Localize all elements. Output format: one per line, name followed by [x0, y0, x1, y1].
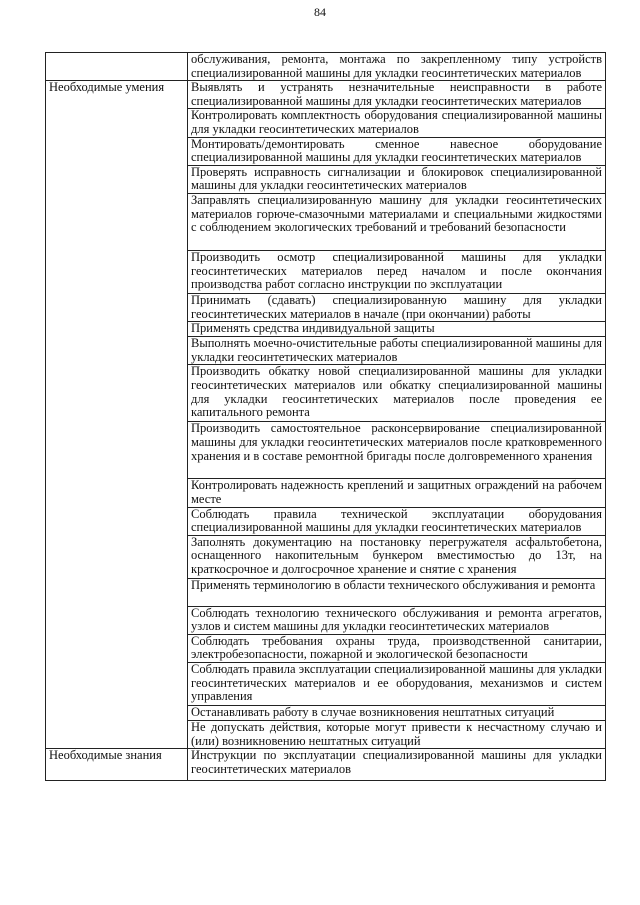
- skill-item: Принимать (сдавать) специализированную машину для укладки геосинтетических материалов в начале (при окончании) работы: [188, 293, 606, 321]
- continuation-cell: обслуживания, ремонта, монтажа по закрепленному типу устройств специализированной машины для укладки геосинтетических материалов: [188, 53, 606, 81]
- skill-item: Останавливать работу в случае возникновения нештатных ситуаций: [188, 706, 606, 721]
- knowledge-item: Инструкции по эксплуатации специализированной машины для укладки геосинтетических материалов: [188, 749, 606, 781]
- skill-item: Выявлять и устранять незначительные неисправности в работе специализированной машины для укладки геосинтетических материалов: [188, 81, 606, 109]
- skill-item: Соблюдать правила технической эксплуатации оборудования специализированной машины для укладки геосинтетических материалов: [188, 507, 606, 535]
- skill-item: Заполнять документацию на постановку перегружателя асфальтобетона, оснащенного накопительным бункером вместимостью до 13т, на краткосрочное и долгосрочное хранение и снятие с хранения: [188, 535, 606, 578]
- skill-item: Производить самостоятельное расконсервирование специализированной машины для укладки геосинтетических материалов после кратковременного хранения и в составе ремонтной бригады после долговременного хранения: [188, 422, 606, 479]
- skill-item: Контролировать комплектность оборудования специализированной машины для укладки геосинтетических материалов: [188, 109, 606, 137]
- knowledge-label: Необходимые знания: [46, 749, 188, 781]
- skill-item: Не допускать действия, которые могут привести к несчастному случаю и (или) возникновению нештатных ситуаций: [188, 721, 606, 749]
- skill-item: Заправлять специализированную машину для укладки геосинтетических материалов горюче-смазочными материалами и специальными жидкостями с соблюдением экологических требований и требований безопасности: [188, 193, 606, 250]
- skill-item: Применять средства индивидуальной защиты: [188, 322, 606, 337]
- table-row: [46, 81, 606, 109]
- table-row: [46, 749, 606, 781]
- skill-item: Соблюдать технологию технического обслуживания и ремонта агрегатов, узлов и систем машины для укладки геосинтетических материалов: [188, 606, 606, 634]
- skill-item: Выполнять моечно-очистительные работы специализированной машины для укладки геосинтетических материалов: [188, 337, 606, 365]
- skill-item: Производить осмотр специализированной машины для укладки геосинтетических материалов перед началом и после окончания производства работ согласно инструкции по эксплуатации: [188, 250, 606, 293]
- empty-label-cell: [46, 53, 188, 81]
- competency-table: [45, 52, 606, 781]
- skill-item: Проверять исправность сигнализации и блокировок специализированной машины для укладки геосинтетических материалов: [188, 165, 606, 193]
- skill-item: Соблюдать требования охраны труда, производственной санитарии, электробезопасности, пожарной и экологической безопасности: [188, 634, 606, 662]
- page-number: 84: [314, 5, 326, 19]
- skill-item: Применять терминологию в области технического обслуживания и ремонта: [188, 578, 606, 606]
- skill-item: Монтировать/демонтировать сменное навесное оборудование специализированной машины для укладки геосинтетических материалов: [188, 137, 606, 165]
- skills-label: Необходимые умения: [46, 81, 188, 749]
- skill-item: Производить обкатку новой специализированной машины для укладки геосинтетических материалов или обкатку специализированной машины для укладки геосинтетических материалов после проведения ее капитального ремонта: [188, 365, 606, 422]
- skill-item: Контролировать надежность креплений и защитных ограждений на рабочем месте: [188, 479, 606, 507]
- skill-item: Соблюдать правила эксплуатации специализированной машины для укладки геосинтетических материалов и ее оборудования, механизмов и систем управления: [188, 663, 606, 706]
- table-row: [46, 53, 606, 81]
